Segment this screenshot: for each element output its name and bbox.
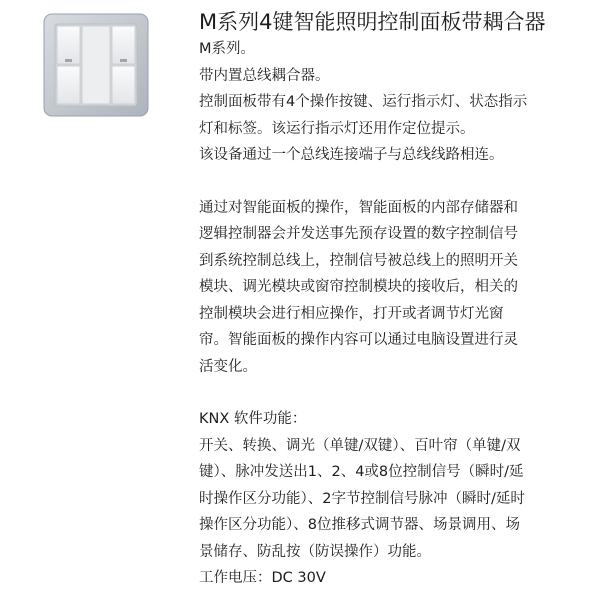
description-column bbox=[199, 8, 599, 592]
paragraph-gap bbox=[199, 169, 599, 195]
intro-line: M系列。 bbox=[199, 41, 256, 57]
knx-line: 键）、脉冲发送出1、2、4或8位控制信号（瞬时/延 bbox=[199, 464, 524, 480]
knx-line: 操作区分功能）、8位推移式调节器、场景调用、场 bbox=[199, 517, 520, 533]
operation-line: 活变化。 bbox=[199, 358, 257, 375]
voltage-line: 工作电压：DC 30V bbox=[199, 570, 326, 586]
intro-line: 灯和标签。该运行指示灯还用作定位提示。 bbox=[199, 120, 475, 137]
intro-line: 控制面板带有4个操作按键、运行指示灯、状态指示 bbox=[199, 94, 528, 110]
operation-line: 到系统控制总线上，控制信号被总线上的照明开关 bbox=[199, 252, 518, 269]
operation-line: 模块、调光模块或窗帘控制模块的接收后，相关的 bbox=[199, 279, 518, 295]
operation-line: 逻辑控制器会并发送事先预存设置的数字控制信号 bbox=[199, 226, 518, 242]
knx-line: 开关、转换、调光（单键/双键）、百叶帘（单键/双 bbox=[199, 437, 521, 454]
operation-line: 帘。智能面板的操作内容可以通过电脑设置进行灵 bbox=[199, 332, 518, 348]
product-title: M系列4键智能照明控制面板带耦合器 bbox=[199, 10, 546, 34]
four-key-panel-icon bbox=[43, 13, 149, 117]
knx-heading: KNX 软件功能： bbox=[199, 411, 307, 427]
intro-line: 该设备通过一个总线连接端子与总线线路相连。 bbox=[199, 147, 504, 163]
intro-line: 带内置总线耦合器。 bbox=[199, 67, 330, 84]
operation-line: 通过对智能面板的操作，智能面板的内部存储器和 bbox=[199, 199, 518, 216]
operation-line: 控制模块会进行相应操作，打开或者调节灯光窗 bbox=[199, 305, 504, 322]
knx-line: 景储存、防乱按（防误操作）功能。 bbox=[199, 543, 431, 560]
paragraph-gap bbox=[199, 380, 599, 406]
knx-line: 时操作区分功能）、2字节控制信号脉冲（瞬时/延时 bbox=[199, 490, 525, 507]
